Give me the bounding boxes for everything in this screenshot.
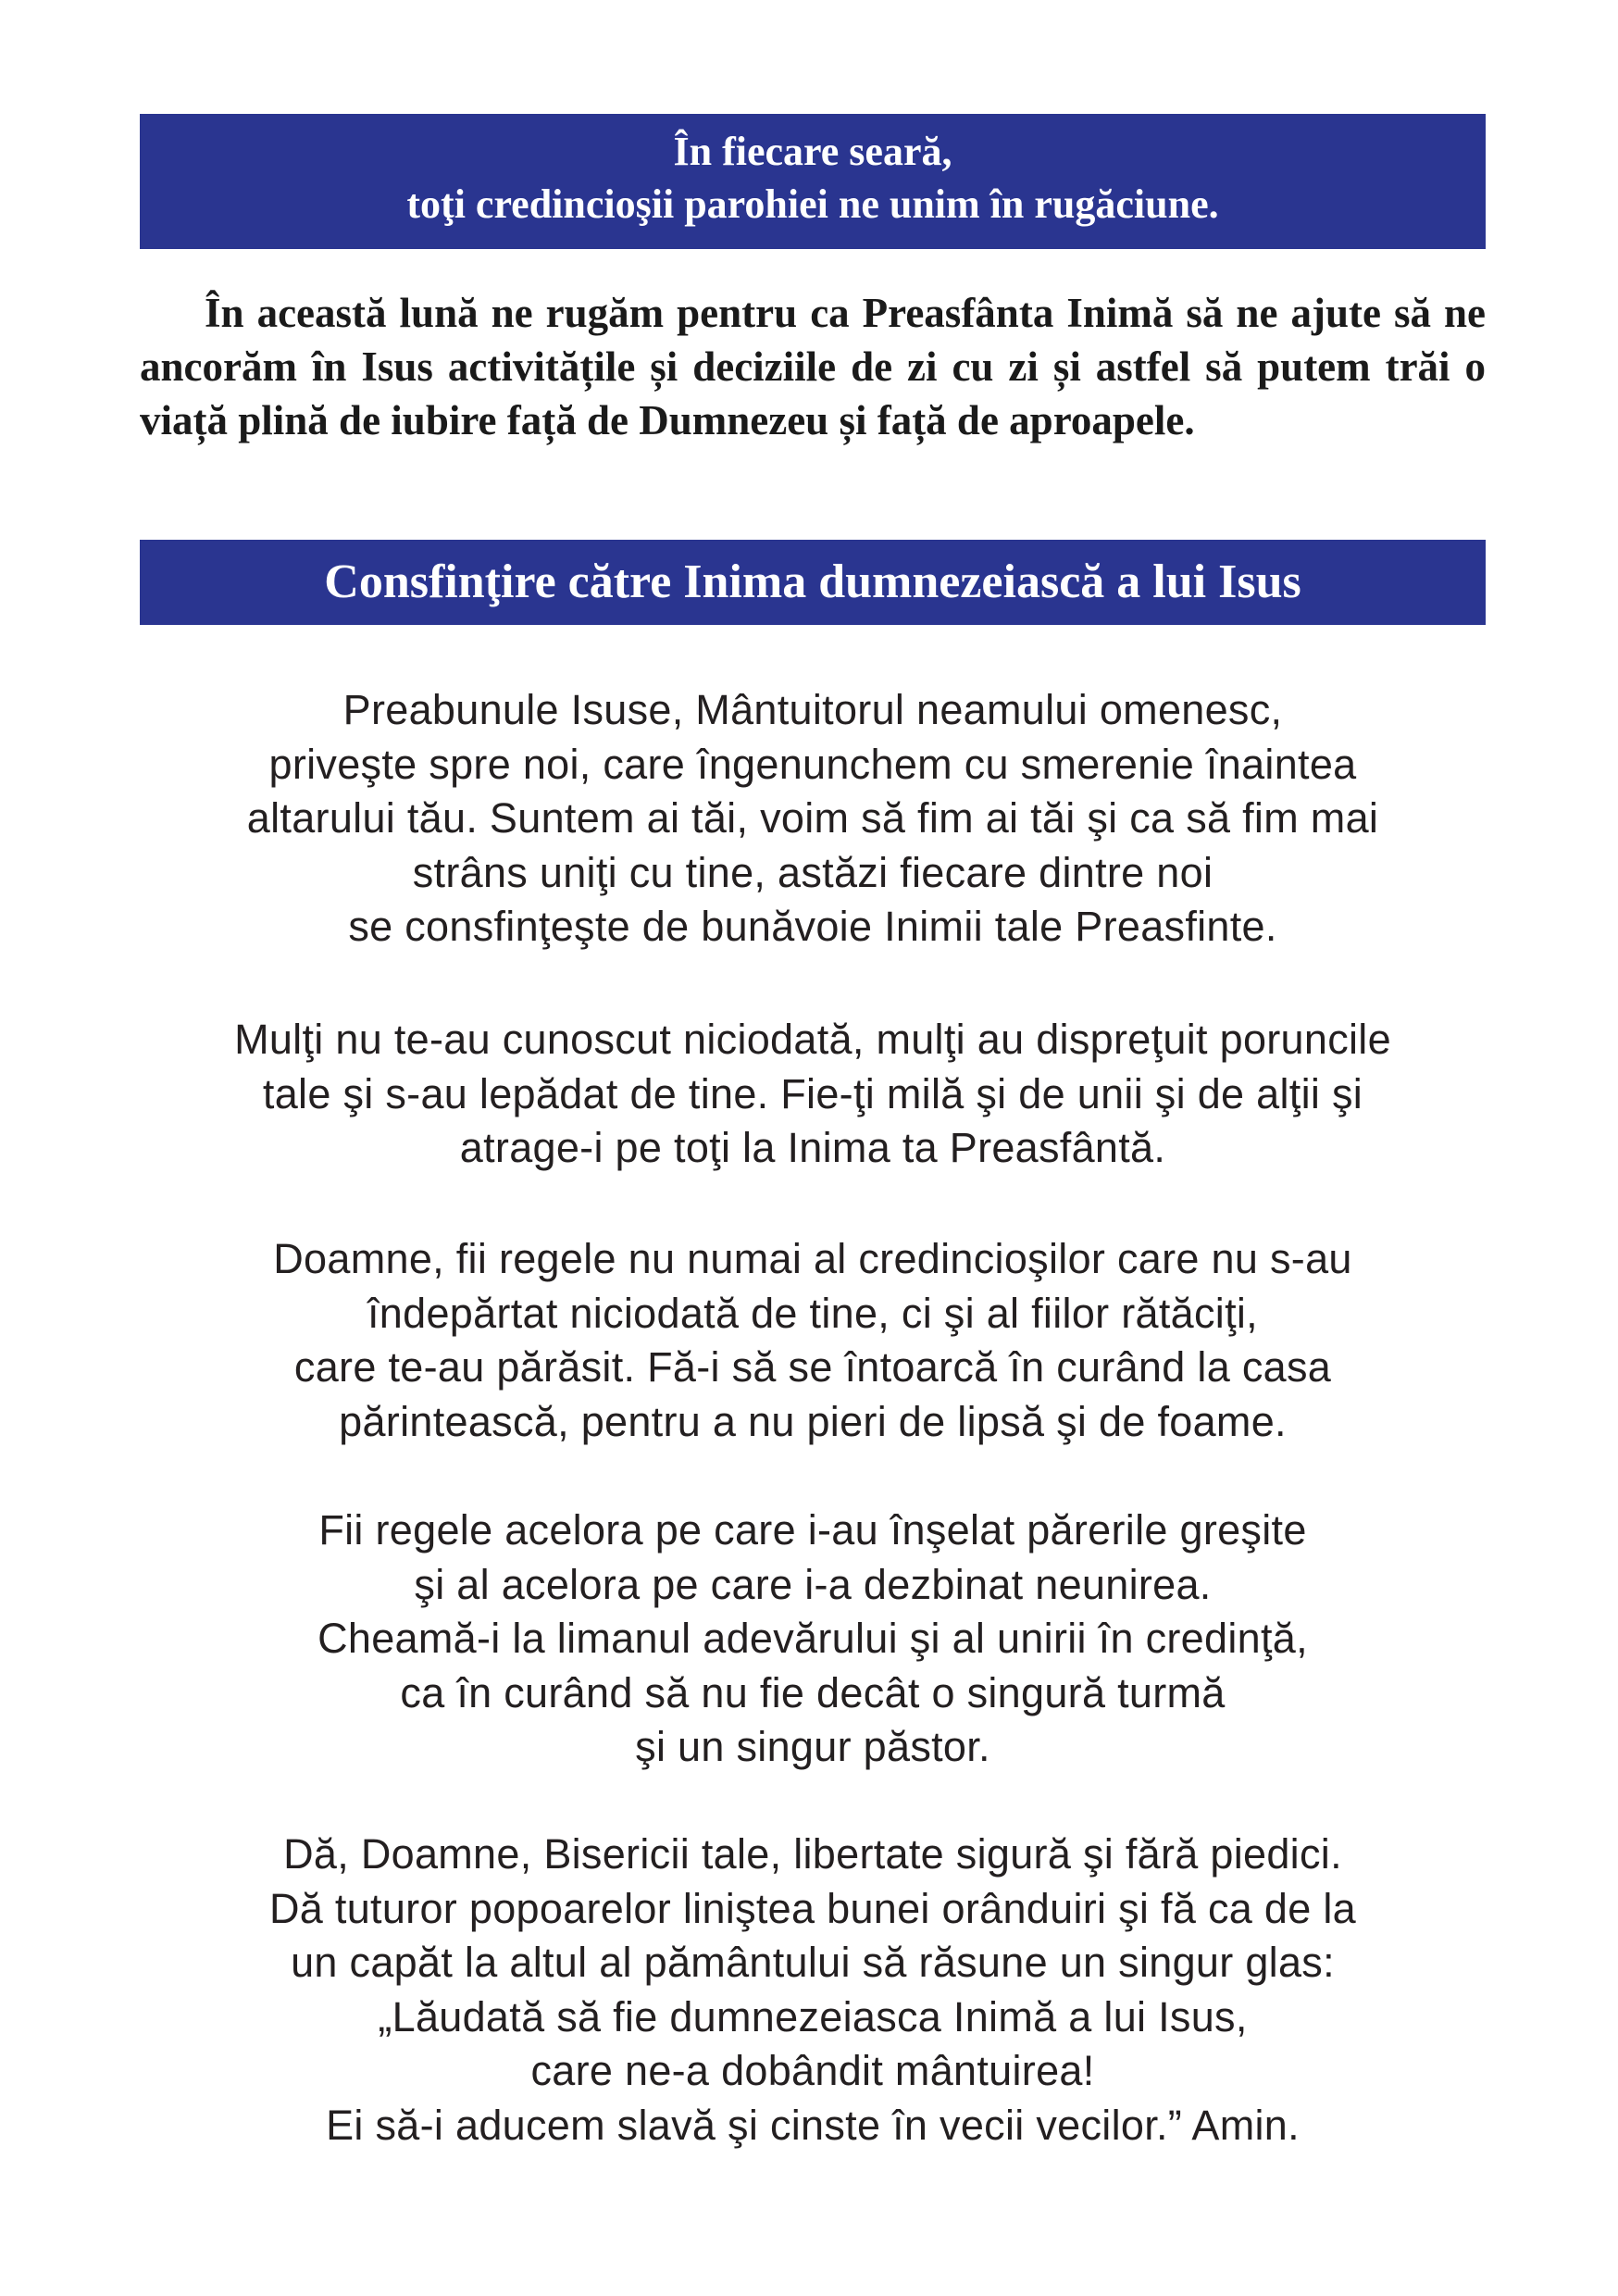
prayer-stanza	[140, 683, 1486, 955]
header-banner-line: toţi credincioşii parohiei ne unim în rugăciune.	[406, 181, 1219, 227]
prayer-line: Preabunule Isuse, Mântuitorul neamului omenesc,	[342, 686, 1283, 733]
prayer-line: îndepărtat niciodată de tine, ci şi al fiilor rătăciţi,	[367, 1289, 1258, 1337]
prayer-line: Cheamă-i la limanul adevărului şi al unirii în credinţă,	[317, 1615, 1308, 1662]
prayer-line: părintească, pentru a nu pieri de lipsă şi de foame.	[339, 1397, 1287, 1445]
prayer-line: Fii regele acelora pe care i-au înşelat părerile greşite	[318, 1506, 1307, 1554]
prayer-line: atrage-i pe toţi la Inima ta Preasfântă.	[459, 1124, 1166, 1171]
prayer-title-banner	[140, 540, 1486, 625]
prayer-line: ca în curând să nu fie decât o singură turmă	[400, 1668, 1226, 1716]
prayer-line: strâns uniţi cu tine, astăzi fiecare dintre noi	[412, 848, 1214, 896]
prayer-line: altarului tău. Suntem ai tăi, voim să fim ai tăi şi ca să fim mai	[246, 794, 1379, 842]
prayer-line: Ei să-i aducem slavă şi cinste în vecii vecilor.” Amin.	[326, 2101, 1300, 2149]
header-banner	[140, 114, 1486, 249]
prayer-line: Dă tuturor popoarelor liniştea bunei orânduiri şi fă ca de la	[269, 1884, 1356, 1932]
prayer-line: tale şi s-au lepădat de tine. Fie-ţi milă şi de unii şi de alţii şi	[262, 1069, 1363, 1117]
prayer-line: care te-au părăsit. Fă-i să se întoarcă în curând la casa	[293, 1343, 1332, 1391]
header-banner-line: În fiecare seară,	[673, 129, 952, 174]
prayer-line: Dă, Doamne, Bisericii tale, libertate sigură şi fără piedici.	[283, 1830, 1342, 1878]
prayer-stanza	[140, 1828, 1486, 2152]
prayer-line: „Lăudată să fie dumnezeiasca Inimă a lui Isus,	[378, 1992, 1248, 2040]
prayer-stanza	[140, 1232, 1486, 1449]
prayer-line: priveşte spre noi, care îngenunchem cu smerenie înaintea	[268, 740, 1357, 788]
prayer-stanza	[140, 1013, 1486, 1176]
intro-paragraph: În această lună ne rugăm pentru ca Preasfânta Inimă să ne ajute să ne ancorăm în Isus activitățile și deciziile de zi cu zi și astfel să putem trăi o viață plină de iubire față de Dumnezeu și față de aproapele.	[140, 290, 1486, 443]
prayer-line: şi al acelora pe care i-a dezbinat neunirea.	[414, 1560, 1212, 1608]
prayer-line: se consfinţeşte de bunăvoie Inimii tale Preasfinte.	[348, 903, 1277, 950]
prayer-stanza	[140, 1504, 1486, 1775]
prayer-title: Consfinţire către Inima dumnezeiască a lui Isus	[324, 555, 1301, 608]
prayer-line: şi un singur păstor.	[635, 1723, 990, 1770]
prayer-line: care ne-a dobândit mântuirea!	[530, 2047, 1095, 2094]
prayer-line: Mulţi nu te-au cunoscut niciodată, mulţi au dispreţuit poruncile	[234, 1016, 1391, 1063]
prayer-line: un capăt la altul al pământului să răsune un singur glas:	[291, 1939, 1335, 1986]
prayer-line: Doamne, fii regele nu numai al credincioşilor care nu s-au	[273, 1235, 1352, 1282]
